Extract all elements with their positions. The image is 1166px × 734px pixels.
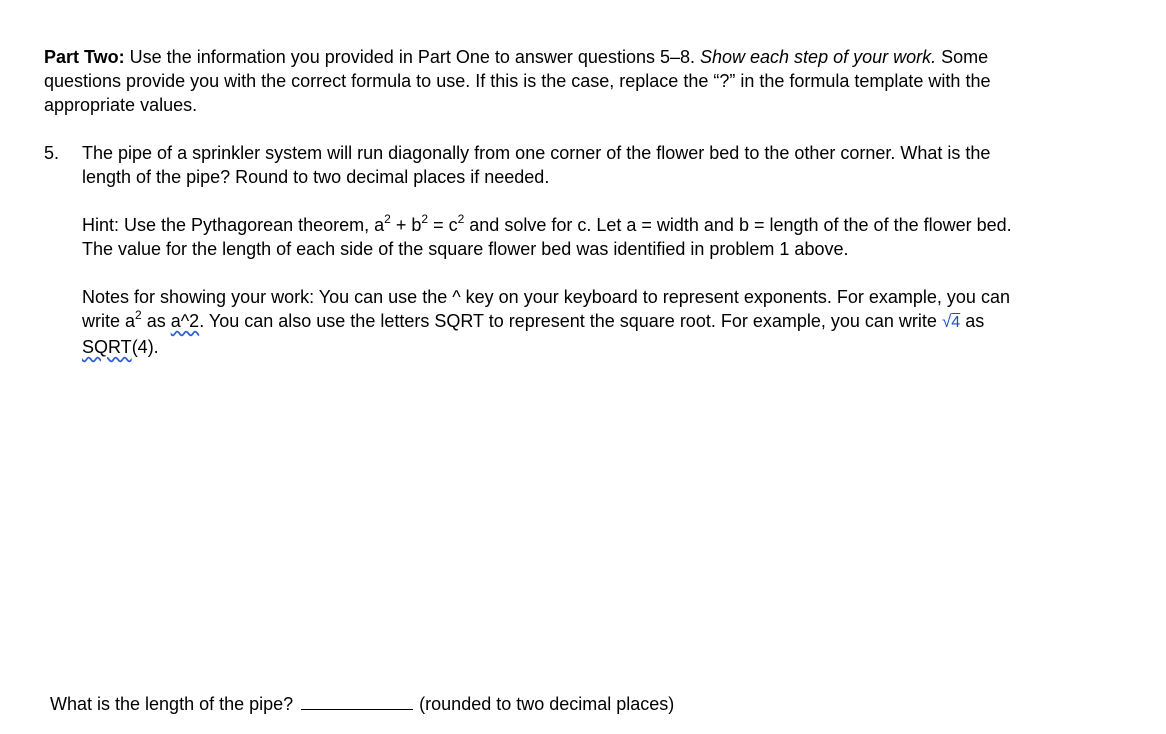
- question-body: [82, 141, 1042, 359]
- square-root-icon: √: [941, 312, 952, 331]
- hint-prefix: Hint: Use the Pythagorean theorem, a: [82, 215, 385, 235]
- hint-rest: and solve for c. Let a = width and b = length of the of the flower bed. The value for the length of each side of the square flower bed was identified in problem 1 above.: [82, 215, 1012, 259]
- notes-part-5: (4).: [131, 337, 159, 357]
- notes-part-3: . You can also use the letters SQRT to represent the square root. For example, you can write: [199, 311, 942, 331]
- question-prompt: The pipe of a sprinkler system will run diagonally from one corner of the flower bed to the other corner. What is the length of the pipe? Round to two decimal places if needed.: [82, 143, 991, 187]
- intro-text-1: Use the information you provided in Part One to answer questions 5–8.: [124, 47, 700, 67]
- notes-part-1: Notes for showing your work: You can use the ^ key on your keyboard to represent exponents. For example, you can write a: [82, 287, 1010, 331]
- answer-question: What is the length of the pipe?: [50, 694, 294, 714]
- answer-line: [50, 691, 674, 716]
- intro-italic-instruction: Show each step of your work.: [700, 47, 937, 67]
- question-number: 5.: [44, 143, 60, 163]
- hint-paragraph: [82, 213, 1042, 261]
- intro-text-2: Some questions provide you with the correct formula to use. If this is the case, replace the “?” in the formula template with the appropriate values.: [44, 47, 991, 115]
- sqrt-example: SQRT: [82, 337, 132, 357]
- hint-exponent-b: 2: [421, 212, 429, 226]
- hint-exponent-c: 2: [457, 212, 465, 226]
- notes-part-4: as: [960, 311, 985, 331]
- notes-exponent: 2: [135, 308, 142, 322]
- square-root-radicand: 4: [951, 314, 961, 331]
- part-two-label: Part Two:: [44, 47, 125, 67]
- answer-blank[interactable]: [301, 691, 413, 710]
- hint-exponent-a: 2: [384, 212, 391, 226]
- notes-part-2: as: [141, 311, 171, 331]
- caret-example: a^2: [170, 311, 200, 331]
- answer-suffix: (rounded to two decimal places): [419, 694, 675, 714]
- hint-equals-c: = c: [428, 215, 458, 235]
- hint-plus-b: + b: [390, 215, 422, 235]
- part-two-intro: [44, 45, 1044, 117]
- notes-paragraph: [82, 285, 1042, 359]
